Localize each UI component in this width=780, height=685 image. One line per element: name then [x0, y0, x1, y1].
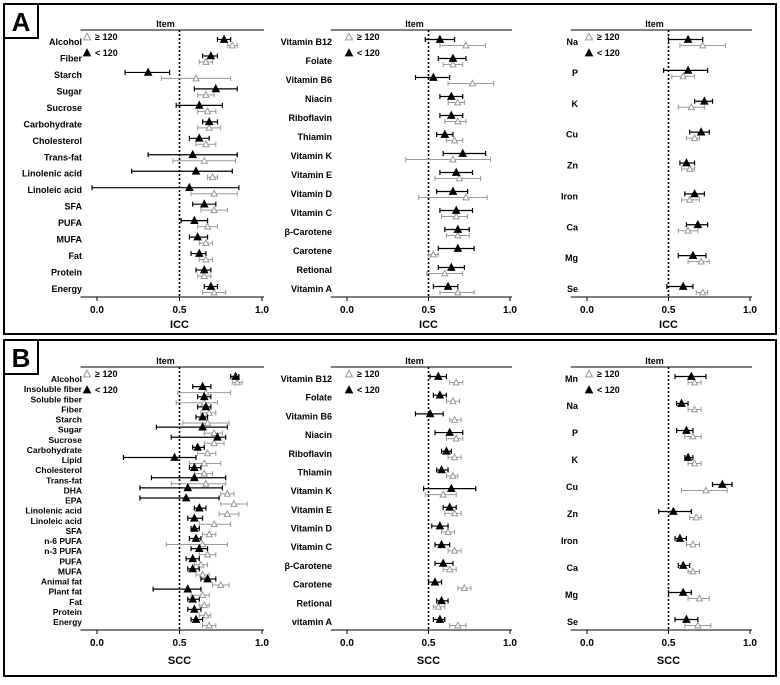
panel-label: A	[11, 7, 31, 37]
item-label: Vitamin B12	[280, 37, 332, 47]
item-label: Alcohol	[50, 374, 82, 384]
legend-label-lt120: < 120	[597, 385, 620, 395]
x-tick-label: 0.0	[580, 305, 594, 316]
x-tick-label: 0.5	[661, 638, 676, 649]
legend-marker-lt120	[586, 49, 593, 56]
legend-marker-lt120	[346, 386, 353, 393]
x-tick-label: 0.5	[421, 305, 436, 316]
legend-label-lt120: < 120	[95, 48, 118, 58]
item-label: DHA	[63, 485, 82, 496]
x-tick-label: 0.5	[421, 638, 436, 649]
item-label: β-Carotene	[284, 227, 332, 237]
x-tick-label: 1.0	[255, 305, 269, 316]
item-label: Vitamin E	[291, 170, 332, 180]
item-label: Vitamin D	[290, 523, 332, 534]
legend-label-lt120: < 120	[95, 385, 118, 395]
item-label: Energy	[51, 284, 82, 294]
item-label: Vitamin B6	[285, 75, 332, 85]
item-label: Vitamin C	[290, 542, 332, 553]
item-label: Vitamin K	[290, 151, 332, 161]
item-label: Vitamin B12	[280, 374, 332, 384]
item-label: Insoluble fiber	[23, 384, 82, 395]
item-label: Folate	[305, 392, 332, 403]
legend-label-ge120: ≥ 120	[357, 32, 380, 42]
item-label: P	[571, 428, 578, 438]
item-label: Starch	[53, 69, 82, 80]
legend-marker-ge120	[346, 370, 353, 377]
item-label: Energy	[53, 617, 82, 627]
item-label: Vitamin D	[290, 189, 332, 199]
item-label: Se	[566, 284, 578, 294]
item-label: Se	[566, 617, 578, 627]
item-label: Ca	[566, 563, 578, 573]
item-label: Carotene	[292, 579, 332, 590]
item-label: Linoleic acid	[30, 515, 82, 526]
legend-marker-ge120	[84, 33, 91, 40]
item-label: Alcohol	[49, 37, 82, 47]
item-label: MUFA	[56, 234, 82, 245]
x-tick-label: 1.0	[503, 638, 517, 649]
legend-label-lt120: < 120	[357, 385, 380, 395]
item-label: Vitamin A	[290, 284, 332, 294]
x-axis-label: SCC	[416, 655, 441, 667]
x-tick-label: 1.0	[503, 305, 517, 316]
item-label: Trans-fat	[46, 475, 82, 486]
x-tick-label: 0.0	[90, 305, 104, 316]
panel-border	[4, 4, 776, 334]
item-label: Mn	[565, 374, 578, 384]
x-tick-label: 0.0	[340, 638, 354, 649]
x-axis-label: ICC	[170, 319, 189, 331]
item-label: Animal fat	[40, 576, 82, 587]
item-label: vitamin A	[291, 617, 332, 627]
item-label: K	[571, 455, 578, 465]
legend-marker-ge120	[586, 33, 593, 40]
x-axis-label: SCC	[167, 655, 192, 667]
x-tick-label: 0.5	[661, 305, 676, 316]
x-tick-label: 1.0	[255, 638, 269, 649]
legend-label-lt120: < 120	[597, 48, 620, 58]
item-label: Sugar	[56, 86, 82, 97]
legend-label-ge120: ≥ 120	[95, 369, 118, 379]
legend-marker-ge120	[586, 370, 593, 377]
x-tick-label: 0.5	[172, 638, 187, 649]
item-header: Item	[156, 19, 175, 29]
item-label: Vitamin B6	[285, 411, 332, 422]
x-axis-label: SCC	[656, 655, 681, 667]
item-label: Cholesterol	[32, 135, 82, 146]
item-label: Niacin	[304, 430, 332, 441]
item-label: PUFA	[57, 218, 82, 229]
x-axis-label: ICC	[659, 319, 678, 331]
item-label: Starch	[55, 414, 82, 425]
legend-label-lt120: < 120	[357, 48, 380, 58]
panel-border	[4, 340, 776, 676]
x-tick-label: 1.0	[743, 638, 757, 649]
item-label: Fiber	[61, 404, 82, 415]
legend-marker-ge120	[346, 33, 353, 40]
legend-label-ge120: ≥ 120	[95, 32, 118, 42]
item-label: Vitamin K	[290, 486, 332, 497]
legend-marker-lt120	[84, 49, 91, 56]
item-label: Na	[566, 37, 578, 47]
x-axis-label: ICC	[419, 319, 438, 331]
legend-marker-lt120	[84, 386, 91, 393]
panel-label: B	[11, 343, 31, 373]
item-label: Fat	[68, 251, 82, 262]
item-label: Ca	[566, 222, 578, 233]
item-label: SFA	[65, 525, 82, 536]
item-label: Trans-fat	[43, 152, 82, 163]
item-label: Linoleic acid	[27, 185, 82, 196]
item-label: Folate	[305, 56, 332, 66]
item-label: P	[571, 67, 578, 78]
item-header: Item	[405, 19, 424, 29]
item-label: Riboflavin	[288, 113, 332, 123]
item-label: Vitamin C	[290, 208, 332, 218]
item-label: Mg	[565, 253, 578, 264]
item-label: Protein	[50, 267, 82, 278]
item-label: Cu	[566, 129, 578, 140]
legend-marker-lt120	[346, 49, 353, 56]
item-label: Niacin	[304, 94, 332, 104]
x-tick-label: 0.0	[580, 638, 594, 649]
legend-label-ge120: ≥ 120	[357, 369, 380, 379]
item-label: Retional	[296, 265, 332, 275]
item-label: n-6 PUFA	[44, 536, 82, 546]
item-label: MUFA	[57, 566, 82, 577]
item-label: Protein	[52, 606, 82, 617]
item-label: Na	[566, 401, 578, 411]
item-label: SFA	[64, 201, 82, 212]
item-label: Lipid	[61, 455, 82, 465]
item-label: Iron	[561, 191, 578, 202]
item-label: Carbohydrate	[26, 444, 82, 455]
item-label: Sucrose	[46, 102, 82, 113]
legend-label-ge120: ≥ 120	[597, 32, 620, 42]
item-label: Carbohydrate	[23, 119, 82, 130]
item-label: K	[571, 98, 578, 109]
legend-label-ge120: ≥ 120	[597, 369, 620, 379]
x-tick-label: 0.5	[172, 305, 187, 316]
item-label: Zn	[567, 160, 578, 171]
item-label: EPA	[65, 495, 82, 506]
item-label: Soluble fiber	[30, 394, 82, 405]
item-label: Riboflavin	[288, 448, 332, 459]
item-header: Item	[645, 356, 664, 366]
item-label: Vitamin E	[291, 504, 332, 515]
item-label: Retional	[296, 598, 332, 609]
item-label: Iron	[561, 536, 578, 546]
item-label: Plant fat	[48, 586, 82, 597]
item-label: Zn	[567, 509, 578, 519]
item-label: Linolenic acid	[25, 505, 82, 516]
legend-marker-ge120	[84, 370, 91, 377]
item-label: PUFA	[59, 556, 82, 567]
item-label: Fiber	[59, 53, 82, 64]
item-label: Thiamin	[297, 467, 332, 478]
item-label: Cu	[566, 482, 578, 492]
item-label: Carotene	[292, 246, 332, 256]
x-tick-label: 0.0	[340, 305, 354, 316]
legend-marker-lt120	[586, 386, 593, 393]
item-label: β-Carotene	[284, 560, 332, 571]
item-label: Thiamin	[297, 132, 332, 142]
item-label: Sugar	[57, 424, 82, 435]
x-tick-label: 1.0	[743, 305, 757, 316]
item-header: Item	[645, 19, 664, 29]
item-label: Sucrose	[48, 434, 82, 445]
item-label: Mg	[565, 590, 578, 600]
item-header: Item	[405, 356, 424, 366]
item-label: n-3 PUFA	[44, 546, 82, 557]
x-tick-label: 0.0	[90, 638, 104, 649]
item-label: Fat	[69, 596, 82, 607]
item-label: Cholesterol	[35, 465, 82, 476]
item-header: Item	[156, 356, 175, 366]
item-label: Linolenic acid	[21, 168, 82, 179]
